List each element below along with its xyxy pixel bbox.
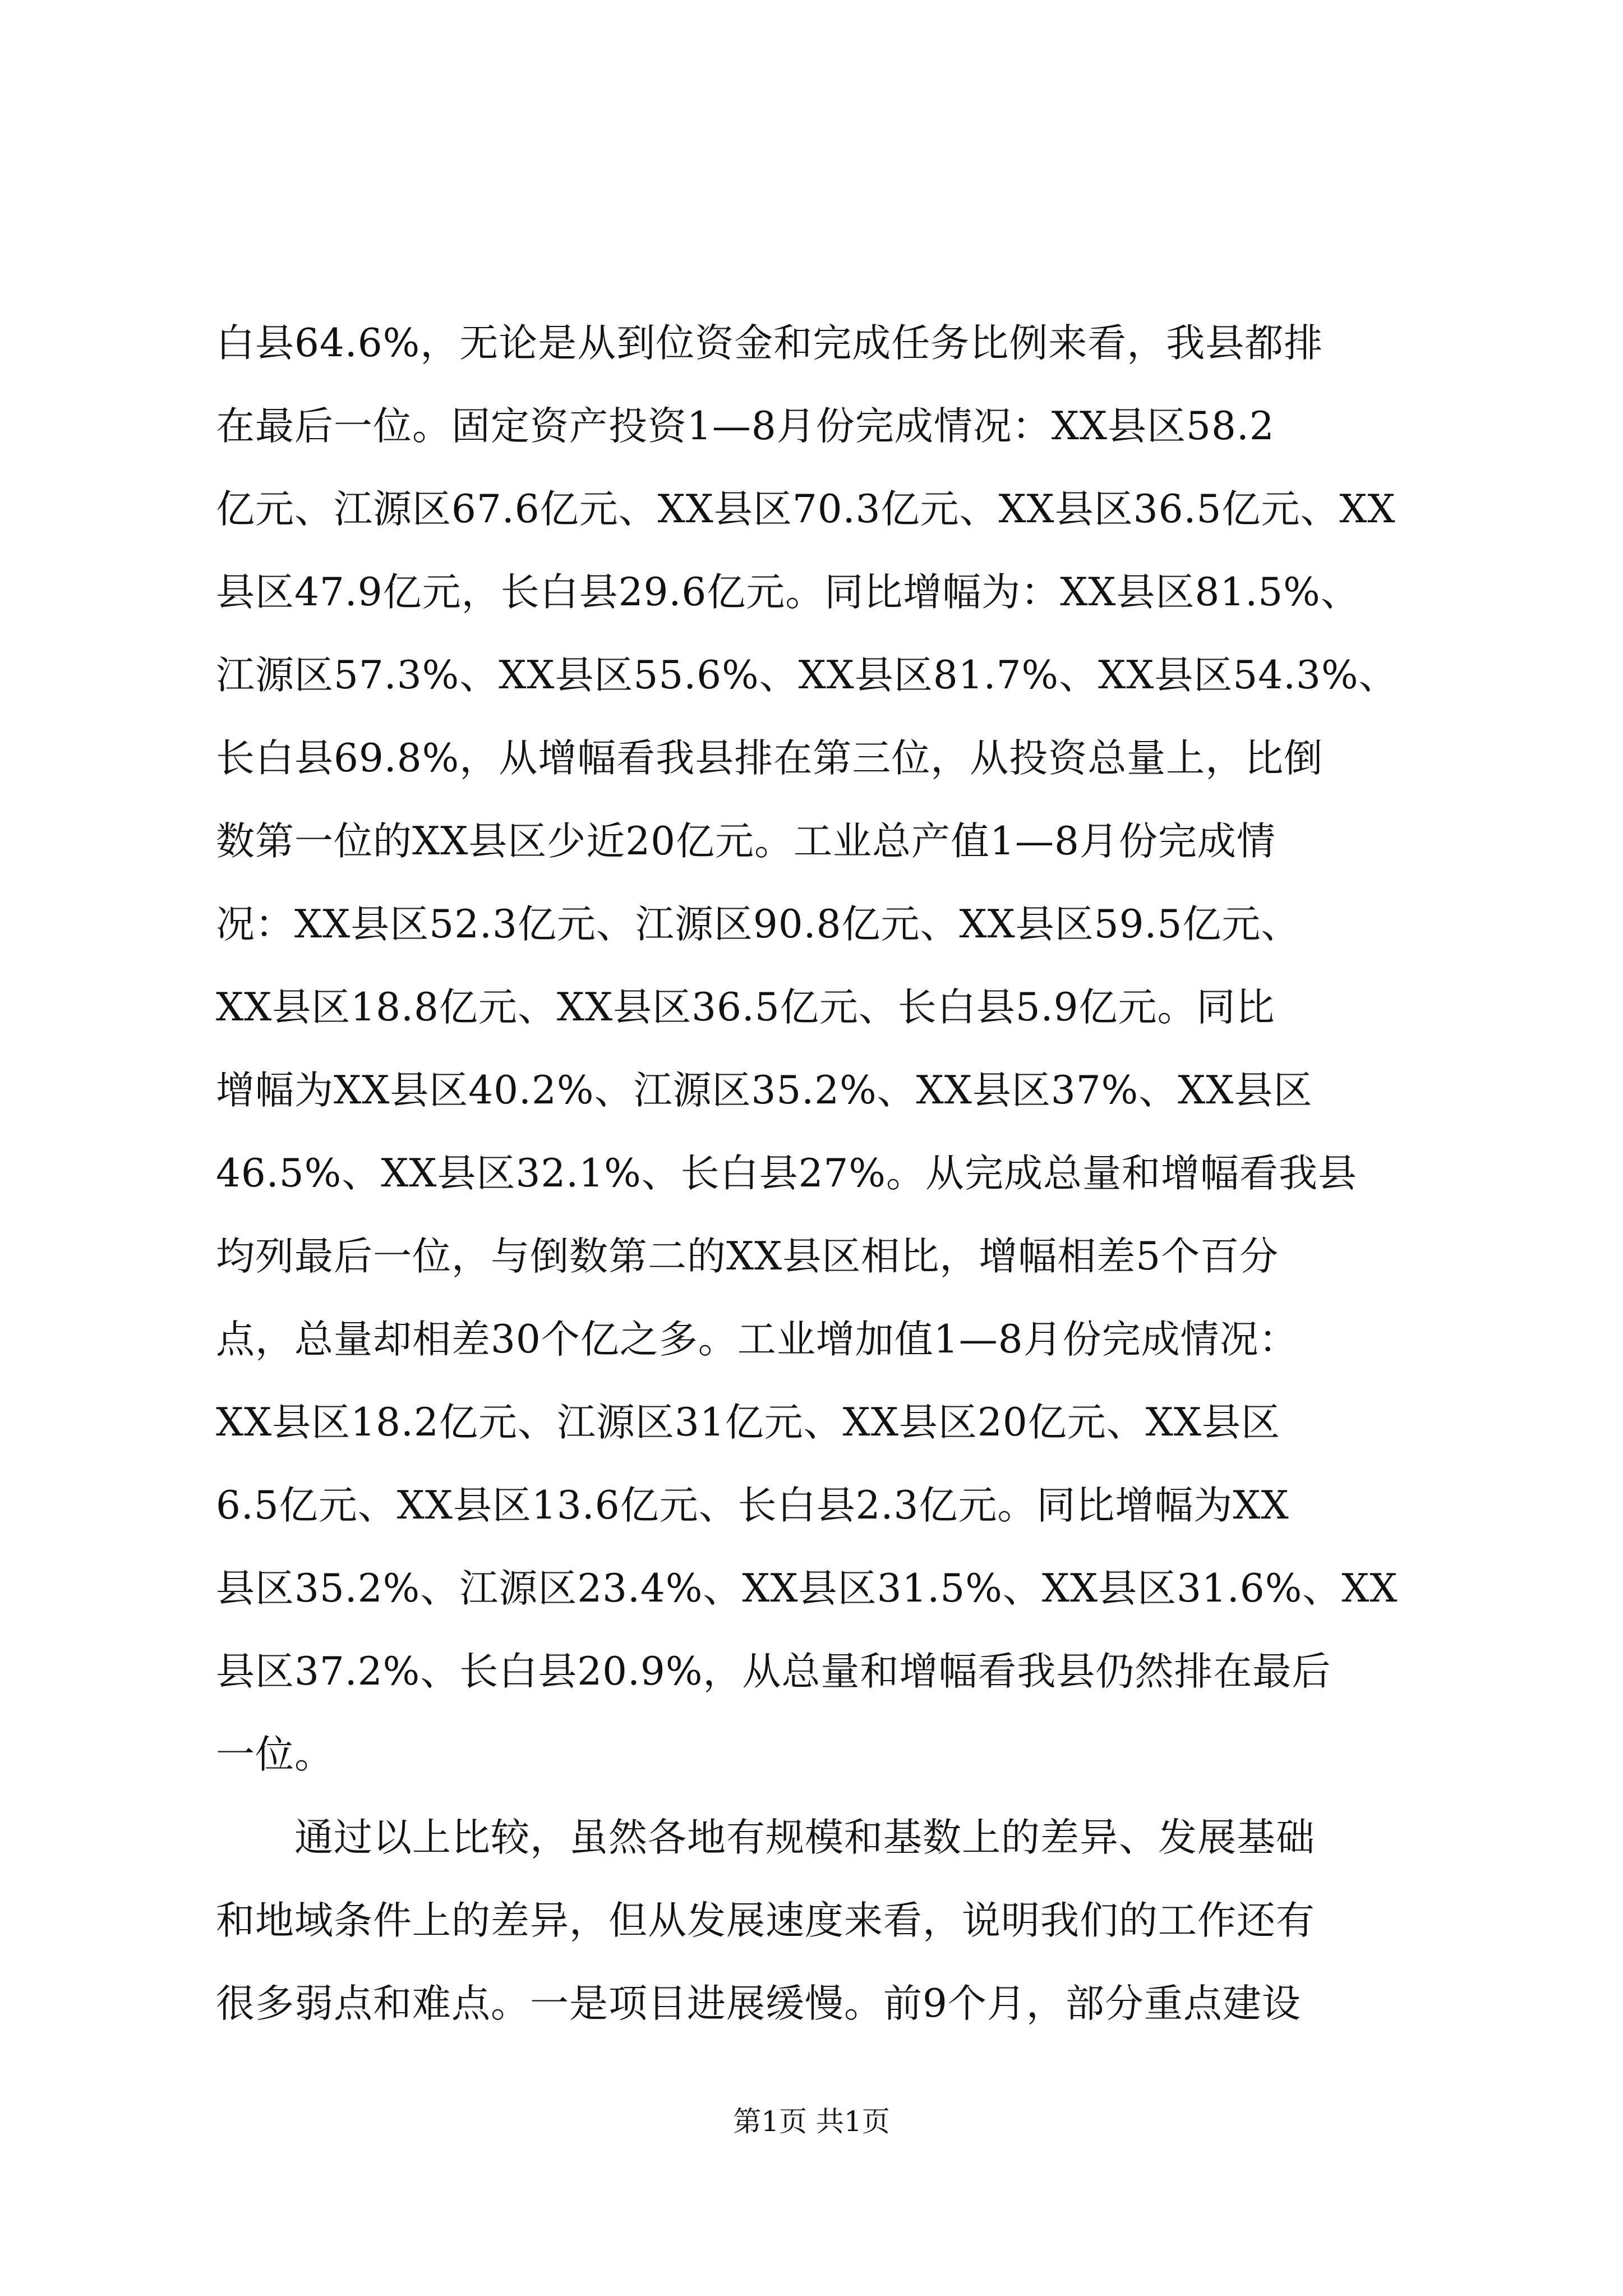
text-line: 很多弱点和难点。一是项目进展缓慢。前9个月，部分重点建设: [216, 1981, 1301, 2026]
text-line: 一位。: [216, 1732, 334, 1777]
text-line: 县区35.2%、江源区23.4%、XX县区31.5%、XX县区31.6%、XX: [216, 1566, 1398, 1611]
text-line: 增幅为XX县区40.2%、江源区35.2%、XX县区37%、XX县区: [216, 1068, 1313, 1113]
text-line: 点，总量却相差30个亿之多。工业增加值1—8月份完成情况：: [216, 1317, 1298, 1362]
text-line: 和地域条件上的差异，但从发展速度来看，说明我们的工作还有: [216, 1898, 1315, 1943]
text-line: 在最后一位。固定资产投资1—8月份完成情况：XX县区58.2: [216, 404, 1275, 449]
text-line: 6.5亿元、XX县区13.6亿元、长白县2.3亿元。同比增幅为XX: [216, 1483, 1289, 1528]
text-line: 长白县69.8%，从增幅看我县排在第三位，从投资总量上，比倒: [216, 736, 1324, 781]
text-line: 况：XX县区52.3亿元、江源区90.8亿元、XX县区59.5亿元、: [216, 902, 1301, 947]
text-line: 江源区57.3%、XX县区55.6%、XX县区81.7%、XX县区54.3%、: [216, 653, 1398, 698]
page-footer: 第1页 共1页: [733, 2105, 890, 2138]
text-line: 数第一位的XX县区少近20亿元。工业总产值1—8月份完成情: [216, 819, 1276, 864]
text-line: 亿元、江源区67.6亿元、XX县区70.3亿元、XX县区36.5亿元、XX: [216, 487, 1396, 532]
text-line: 均列最后一位，与倒数第二的XX县区相比，增幅相差5个百分: [216, 1234, 1279, 1279]
paragraph-first-line: 通过以上比较，虽然各地有规模和基数上的差异、发展基础: [216, 1815, 1315, 1860]
body-text: [216, 302, 1438, 2045]
text-line: XX县区18.2亿元、江源区31亿元、XX县区20亿元、XX县区: [216, 1400, 1280, 1445]
text-line: 县区37.2%、长白县20.9%，从总量和增幅看我县仍然排在最后: [216, 1649, 1331, 1694]
text-line: 46.5%、XX县区32.1%、长白县27%。从完成总量和增幅看我县: [216, 1151, 1357, 1196]
text-line: XX县区18.8亿元、XX县区36.5亿元、长白县5.9亿元。同比: [216, 985, 1275, 1030]
text-line: 县区47.9亿元，长白县29.6亿元。同比增幅为：XX县区81.5%、: [216, 570, 1360, 615]
text-line: 白县64.6%，无论是从到位资金和完成任务比例来看，我县都排: [216, 321, 1324, 366]
